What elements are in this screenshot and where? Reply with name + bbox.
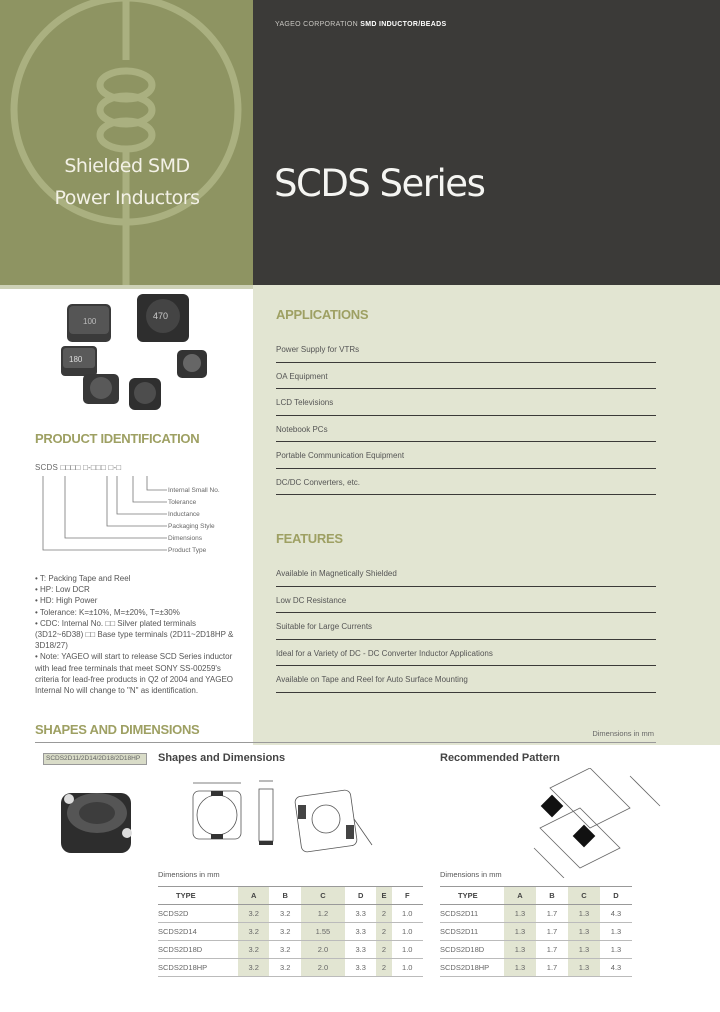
table-cell: 3.2 (269, 923, 300, 941)
column-header: TYPE (440, 887, 504, 905)
shapes-divider (35, 742, 656, 743)
table-cell: 1.3 (568, 941, 600, 959)
coil-logo (0, 0, 253, 285)
svg-text:180: 180 (69, 355, 83, 364)
table-cell: 1.3 (504, 905, 536, 923)
application-item: DC/DC Converters, etc. (276, 469, 656, 496)
table-row (440, 923, 632, 941)
features-list (276, 560, 656, 693)
applications-heading: APPLICATIONS (276, 307, 369, 322)
table-cell: 3.2 (269, 941, 300, 959)
product-id-heading: PRODUCT IDENTIFICATION (35, 431, 200, 446)
table-cell: SCDS2D18D (158, 941, 238, 959)
pid-label-tolerance: Tolerance (168, 499, 197, 506)
table-cell: 1.3 (504, 941, 536, 959)
table-cell: 2 (376, 959, 391, 977)
table-cell: 1.0 (392, 905, 424, 923)
pattern-subheading: Recommended Pattern (440, 752, 560, 764)
table-cell: 1.7 (536, 959, 568, 977)
recommended-pattern-drawing (520, 768, 665, 878)
table-cell: 3.2 (269, 905, 300, 923)
header-subtitle (52, 150, 202, 214)
feature-item: Ideal for a Variety of DC - DC Converter Inductor Applications (276, 640, 656, 667)
feature-item: Available in Magnetically Shielded (276, 560, 656, 587)
table-cell: 1.3 (600, 923, 632, 941)
dimensions-table (158, 886, 423, 977)
table-cell: SCDS2D (158, 905, 238, 923)
table-cell: 1.3 (568, 923, 600, 941)
column-header: E (376, 887, 391, 905)
table-row (440, 959, 632, 977)
corp-suffix: SMD INDUCTOR/BEADS (360, 21, 447, 28)
application-item: LCD Televisions (276, 389, 656, 416)
corp-prefix: YAGEO CORPORATION (275, 21, 359, 28)
note-item: • CDC: Internal No. □□ Silver plated terminals (3D12~6D38) □□ Base type terminals (2D11~2D18HP & 3D18/27) (35, 618, 234, 651)
column-header: F (392, 887, 424, 905)
part-number-label: SCDS2D11/2D14/2D18/2D18HP (43, 753, 147, 765)
note-item: • Note: YAGEO will start to release SCD Series inductor with lead free terminals that meet SONY SS-00259's criteria for lead-free products in Q2 of 2004 and YAGEO Internal No will change to "N" as identification. (35, 652, 234, 696)
table-cell: 1.2 (301, 905, 345, 923)
subtitle-line-2: Power Inductors (54, 187, 200, 209)
product-id-notes (35, 573, 245, 696)
table-cell: 1.7 (536, 905, 568, 923)
table-cell: 1.3 (568, 959, 600, 977)
pid-label-inductance: Inductance (168, 511, 200, 518)
table-cell: 1.0 (392, 923, 424, 941)
table-cell: SCDS2D14 (158, 923, 238, 941)
pid-label-packaging: Packaging Style (168, 523, 215, 530)
table-cell: 3.2 (269, 959, 300, 977)
table-row (158, 923, 423, 941)
corporation-line (275, 21, 446, 28)
application-item: Power Supply for VTRs (276, 336, 656, 363)
table-cell: 1.0 (392, 941, 424, 959)
table-row (158, 905, 423, 923)
inductor-3 (61, 346, 97, 376)
table-cell: 3.2 (238, 959, 269, 977)
note-item: • HD: High Power (35, 596, 98, 606)
subtitle-line-1: Shielded SMD (64, 155, 190, 177)
shapes-heading: SHAPES AND DIMENSIONS (35, 722, 200, 737)
top-view-drawing (185, 775, 285, 855)
table-cell: 2 (376, 923, 391, 941)
table-cell: 3.3 (345, 905, 376, 923)
inductor-photo (55, 775, 145, 860)
note-item: • T: Packing Tape and Reel (35, 574, 131, 583)
table-cell: 1.3 (600, 941, 632, 959)
pid-label-dimensions: Dimensions (168, 535, 202, 542)
table-cell: 1.55 (301, 923, 345, 941)
application-item: OA Equipment (276, 363, 656, 390)
table-cell: 1.3 (504, 959, 536, 977)
inductor-1 (67, 304, 111, 342)
table-row (158, 941, 423, 959)
header-logo-panel (0, 0, 253, 285)
table-row (440, 941, 632, 959)
note-item: • HP: Low DCR (35, 585, 90, 595)
pid-label-type: Product Type (168, 547, 207, 554)
table-cell: SCDS2D11 (440, 905, 504, 923)
product-photo (55, 292, 230, 417)
column-header: B (536, 887, 568, 905)
column-header: B (269, 887, 300, 905)
features-heading: FEATURES (276, 531, 343, 546)
dimensions-unit-note: Dimensions in mm (592, 729, 654, 738)
pattern-table (440, 886, 632, 977)
table1-caption: Dimensions in mm (158, 870, 220, 879)
svg-text:470: 470 (153, 311, 169, 321)
application-item: Notebook PCs (276, 416, 656, 443)
column-header: A (504, 887, 536, 905)
column-header: C (568, 887, 600, 905)
column-header: A (238, 887, 269, 905)
table-cell: 1.3 (504, 923, 536, 941)
svg-text:100: 100 (83, 317, 97, 326)
table-cell: SCDS2D18D (440, 941, 504, 959)
table-cell: 3.2 (238, 923, 269, 941)
applications-list (276, 336, 656, 495)
table2-caption: Dimensions in mm (440, 870, 502, 879)
shapes-subheading: Shapes and Dimensions (158, 752, 286, 764)
table-header-row (440, 887, 632, 905)
application-item: Portable Communication Equipment (276, 442, 656, 469)
table-cell: 2.0 (301, 959, 345, 977)
header-title-panel (253, 0, 720, 285)
column-header: TYPE (158, 887, 238, 905)
inductor-5 (83, 374, 119, 404)
feature-item: Available on Tape and Reel for Auto Surface Mounting (276, 666, 656, 693)
table-cell: SCDS2D18HP (158, 959, 238, 977)
table-cell: 3.3 (345, 923, 376, 941)
table-cell: 1.7 (536, 941, 568, 959)
feature-item: Low DC Resistance (276, 587, 656, 614)
table-cell: 1.3 (568, 905, 600, 923)
inductor-2 (137, 294, 189, 342)
column-header: D (600, 887, 632, 905)
table-cell: 3.3 (345, 941, 376, 959)
product-id-code: SCDS □□□□ □-□□□ □-□ (35, 463, 122, 472)
table-cell: 3.3 (345, 959, 376, 977)
table-cell: 4.3 (600, 959, 632, 977)
series-title: SCDS Series (274, 162, 485, 205)
column-header: D (345, 887, 376, 905)
inductor-4 (177, 350, 207, 378)
column-header: C (301, 887, 345, 905)
pid-label-internal: Internal Small No. (168, 487, 220, 494)
inductor-6 (129, 378, 161, 410)
table-cell: 1.7 (536, 923, 568, 941)
table-header-row (158, 887, 423, 905)
table-cell: 1.0 (392, 959, 424, 977)
table-cell: 2 (376, 905, 391, 923)
table-cell: 2.0 (301, 941, 345, 959)
table-cell: SCDS2D11 (440, 923, 504, 941)
table-cell: SCDS2D18HP (440, 959, 504, 977)
bottom-view-drawing (292, 785, 392, 860)
note-item: • Tolerance: K=±10%, M=±20%, T=±30% (35, 607, 180, 617)
table-row (440, 905, 632, 923)
table-row (158, 959, 423, 977)
table-cell: 2 (376, 941, 391, 959)
table-cell: 3.2 (238, 941, 269, 959)
feature-item: Suitable for Large Currents (276, 613, 656, 640)
table-cell: 4.3 (600, 905, 632, 923)
table-cell: 3.2 (238, 905, 269, 923)
